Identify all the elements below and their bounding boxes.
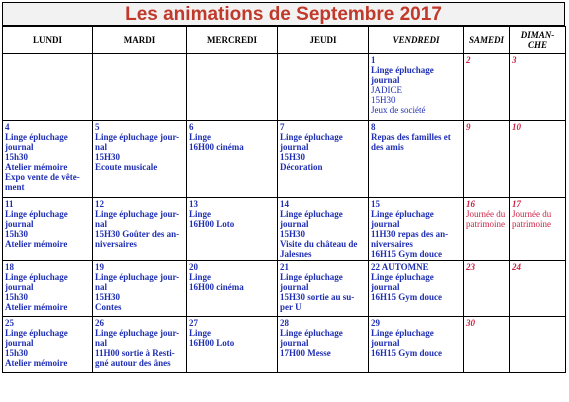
day-cell [278,198,369,261]
event-text: Linge épluchage jour-nal [95,328,180,348]
day-cell [464,198,510,261]
event-text: Linge épluchage journal [280,132,343,152]
day-cell [510,261,566,317]
day-number: 19 [95,262,104,272]
day-cell [464,317,510,373]
event-text: 16H00 Loto [189,219,235,229]
event-text: Repas des familles et des amis [371,132,451,152]
event-text: 16H00 cinéma [189,282,244,292]
event-text: 17H00 Messe [280,348,331,358]
day-number: 17 [512,199,521,209]
day-number: 10 [512,122,521,132]
day-number: 14 [280,199,289,209]
event-text: Décoration [280,162,323,172]
event-text: Contes [95,302,122,312]
event-text: Linge [189,272,212,282]
day-cell [3,198,93,261]
day-cell [278,121,369,198]
week-row [3,54,566,121]
day-cell [510,198,566,261]
day-number: 6 [189,122,194,132]
day-number: 25 [5,318,14,328]
event-text: Linge épluchage journal [371,209,434,229]
day-number: 4 [5,122,10,132]
day-cell [464,261,510,317]
calendar-body [3,54,566,373]
event-text: 15H30 [95,152,121,162]
event-text: Atelier mémoire [5,358,68,368]
event-text: Expo vente de vête-ment [5,172,80,192]
event-text: 16H15 Gym douce [371,348,442,358]
event-text: 15H30 Goûter des an-niversaires [95,229,180,249]
day-cell [187,261,278,317]
calendar-sheet [2,2,567,402]
event-text: Linge épluchage journal [280,328,343,348]
event-text: 16H15 Gym douce [371,292,442,302]
day-cell [3,317,93,373]
day-number: 5 [95,122,100,132]
day-cell [369,317,464,373]
event-text: Ecoute musicale [95,162,158,172]
event-text: Jeux de société [371,105,426,115]
event-text: Linge épluchage jour-nal [95,272,180,292]
event-text: 15h30 [5,292,29,302]
day-number: 13 [189,199,198,209]
day-number: 2 [466,55,471,65]
event-text: Linge [189,209,212,219]
event-text: Journée du patrimoine [466,209,506,229]
header-jeudi: JEUDI [278,27,369,54]
event-text: 15h30 [5,229,29,239]
day-cell [93,317,187,373]
day-cell [93,121,187,198]
event-text: 15H30 [280,152,306,162]
day-cell [3,121,93,198]
event-text: 15h30 [5,348,29,358]
header-dimanche: DIMAN- CHE [510,27,566,54]
event-text: Linge [189,328,212,338]
day-number: 9 [466,122,471,132]
day-number: 1 [371,55,376,65]
day-cell [93,54,187,121]
event-text: Linge [189,132,212,142]
day-number: 8 [371,122,376,132]
day-number: 28 [280,318,289,328]
event-text: 16H00 cinéma [189,142,244,152]
event-text: Linge épluchage journal [280,272,343,292]
event-text: Linge épluchage jour-nal [95,132,180,152]
day-cell [510,317,566,373]
header-row [3,27,566,54]
event-text: Linge épluchage journal [5,132,68,152]
week-row [3,198,566,261]
header-mercredi: MERCREDI [187,27,278,54]
day-cell [187,121,278,198]
day-cell [93,198,187,261]
event-text: 16H15 Gym douce [371,249,442,259]
event-text: Atelier mémoire [5,302,68,312]
day-cell [510,54,566,121]
day-number: 22 AUTOMNE [371,262,429,272]
day-cell [187,54,278,121]
event-text: Atelier mémoire [5,162,68,172]
event-text: 15H30 [95,292,121,302]
week-row [3,121,566,198]
header-lundi: LUNDI [3,27,93,54]
event-text: 15H30 [371,95,396,105]
day-cell [464,121,510,198]
event-text: JADICE [371,85,402,95]
event-text: Linge épluchage journal [5,272,68,292]
day-number: 23 [466,262,475,272]
event-text: Linge épluchage journal [5,209,68,229]
day-cell [510,121,566,198]
day-number: 3 [512,55,517,65]
event-text: Atelier mémoire [5,239,68,249]
day-number: 24 [512,262,521,272]
event-text: Linge épluchage journal [280,209,343,229]
day-number: 7 [280,122,285,132]
page-title: Les animations de Septembre 2017 [2,2,565,26]
event-text: Linge épluchage journal [371,272,434,292]
event-text: Linge épluchage journal [371,328,434,348]
day-cell [369,198,464,261]
day-cell [278,54,369,121]
day-number: 26 [95,318,104,328]
event-text: 15h30 [5,152,29,162]
day-number: 18 [5,262,14,272]
event-text: 11H30 repas des an-niversaires [371,229,449,249]
week-row [3,261,566,317]
header-mardi: MARDI [93,27,187,54]
day-number: 30 [466,318,475,328]
header-vendredi: VENDREDI [369,27,464,54]
calendar-table [2,26,566,373]
day-cell [369,261,464,317]
day-cell [369,54,464,121]
event-text: 15H30 sortie au su-per U [280,292,355,312]
event-text: Visite du château de Jalesnes [280,239,358,259]
day-number: 11 [5,199,14,209]
day-cell [369,121,464,198]
event-text: 15H30 [280,229,306,239]
day-cell [187,317,278,373]
day-number: 21 [280,262,289,272]
day-cell [3,54,93,121]
day-cell [187,198,278,261]
day-cell [278,261,369,317]
day-cell [278,317,369,373]
day-number: 27 [189,318,198,328]
event-text: 11H00 sortie à Resti-gné autour des ânes [95,348,175,368]
day-cell [464,54,510,121]
day-cell [3,261,93,317]
header-samedi: SAMEDI [464,27,510,54]
week-row [3,317,566,373]
event-text: 16H00 Loto [189,338,235,348]
day-number: 29 [371,318,380,328]
day-number: 16 [466,199,475,209]
day-number: 15 [371,199,380,209]
day-cell [93,261,187,317]
event-text: Linge épluchage journal [371,65,434,85]
event-text: Journée du patrimoine [512,209,552,229]
event-text: Linge épluchage journal [5,328,68,348]
day-number: 20 [189,262,198,272]
event-text: Linge épluchage jour-nal [95,209,180,229]
day-number: 12 [95,199,104,209]
